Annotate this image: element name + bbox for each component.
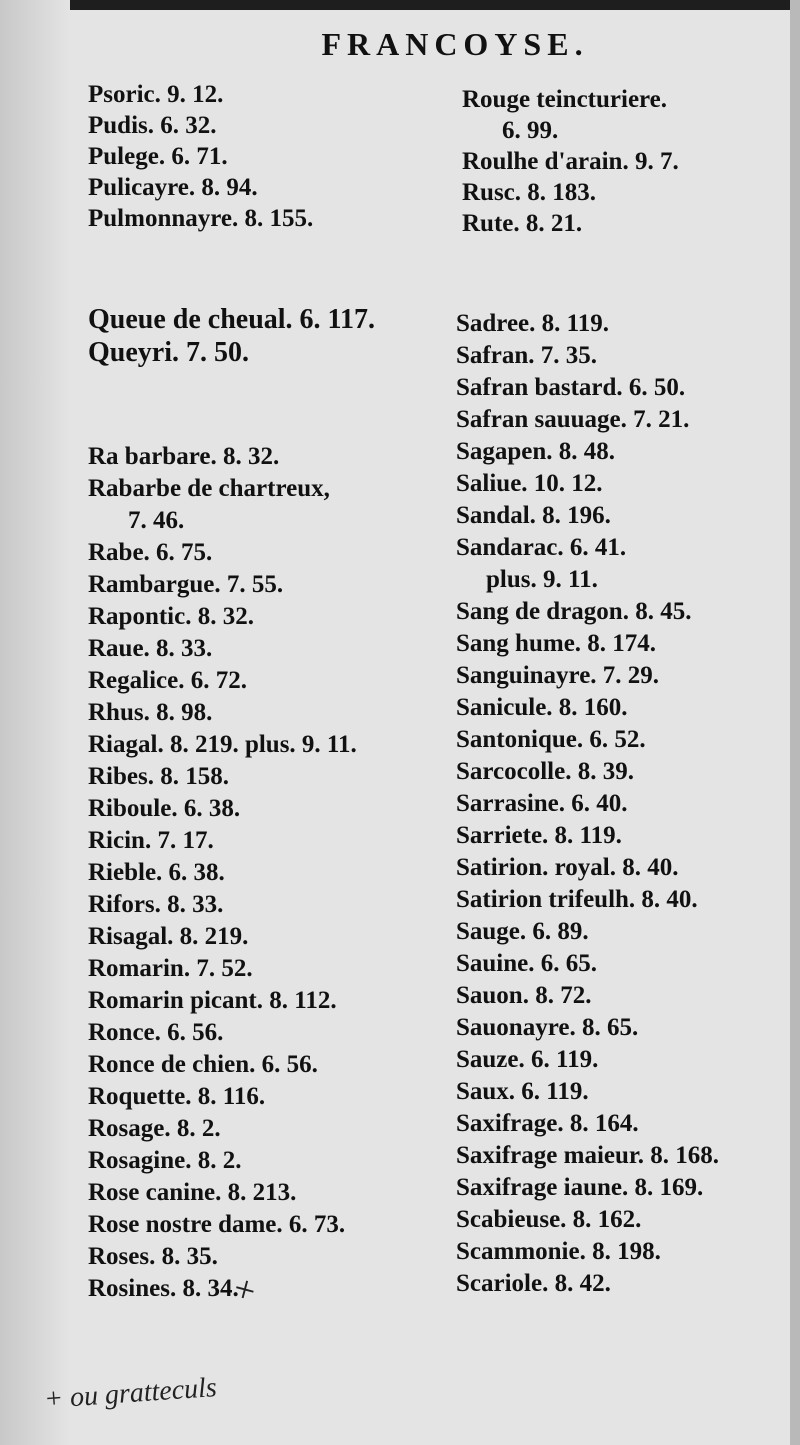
index-entry: Rieble. 6. 38. [88,859,225,886]
index-entry: Ricin. 7. 17. [88,827,214,854]
index-entry: Safran. 7. 35. [456,342,597,369]
index-entry: Regalice. 6. 72. [88,667,247,694]
index-entry: Saxifrage iaune. 8. 169. [456,1174,704,1201]
index-entry: Rosage. 8. 2. [88,1115,221,1142]
index-entry: Sanguinayre. 7. 29. [456,662,660,689]
index-entry: Pulmonnayre. 8. 155. [88,205,314,232]
index-entry: Ronce. 6. 56. [88,1019,224,1046]
index-entry: Sauze. 6. 119. [456,1046,599,1073]
index-entry: Sagapen. 8. 48. [456,438,616,465]
page-gutter-shade [0,0,70,1445]
index-entry: 7. 46. [128,507,185,534]
index-entry: Rusc. 8. 183. [462,179,597,206]
index-entry: Psoric. 9. 12. [88,81,224,108]
index-entry: Scabieuse. 8. 162. [456,1206,642,1233]
page-top-edge [0,0,800,10]
index-entry: Roulhe d'arain. 9. 7. [462,148,679,175]
index-entry: Scammonie. 8. 198. [456,1238,661,1265]
index-entry: Rambargue. 7. 55. [88,571,284,598]
index-entry: Ra barbare. 8. 32. [88,443,280,470]
index-entry: Risagal. 8. 219. [88,923,249,950]
index-entry: Pudis. 6. 32. [88,112,217,139]
index-entry: Pulege. 6. 71. [88,143,228,170]
index-entry: Safran sauuage. 7. 21. [456,406,690,433]
index-entry: Rosines. 8. 34. [88,1275,239,1302]
index-entry: Rouge teincturiere. [462,86,668,113]
index-entry: Sandal. 8. 196. [456,502,611,529]
index-entry: Riboule. 6. 38. [88,795,241,822]
index-entry: Sadree. 8. 119. [456,310,610,337]
index-entry: Rabe. 6. 75. [88,539,213,566]
index-entry: Rosagine. 8. 2. [88,1147,242,1174]
index-entry: Sauon. 8. 72. [456,982,592,1009]
index-entry: Romarin picant. 8. 112. [88,987,337,1014]
index-entry: 6. 99. [502,117,559,144]
index-entry: plus. 9. 11. [486,566,598,593]
index-entry: Rute. 8. 21. [462,210,583,237]
index-entry: Queue de cheual. 6. 117. [88,304,376,335]
page-header: FRANCOYSE. [321,26,589,62]
index-entry: Sarcocolle. 8. 39. [456,758,634,785]
index-entry: Rhus. 8. 98. [88,699,213,726]
index-entry: Rapontic. 8. 32. [88,603,254,630]
index-entry: Satirion. royal. 8. 40. [456,854,679,881]
index-entry: Ronce de chien. 6. 56. [88,1051,318,1078]
index-entry: Pulicayre. 8. 94. [88,174,258,201]
index-entry: Scariole. 8. 42. [456,1270,611,1297]
index-entry: Safran bastard. 6. 50. [456,374,686,401]
index-entry: Queyri. 7. 50. [88,337,249,368]
index-entry: Roses. 8. 35. [88,1243,218,1270]
index-entry: Saux. 6. 119. [456,1078,589,1105]
index-entry: Rifors. 8. 33. [88,891,224,918]
index-entry: Sang hume. 8. 174. [456,630,657,657]
index-entry: Saliue. 10. 12. [456,470,603,497]
page-right-edge [790,0,800,1445]
index-entry: Roquette. 8. 116. [88,1083,266,1110]
index-entry: Sanicule. 8. 160. [456,694,628,721]
index-entry: Satirion trifeulh. 8. 40. [456,886,698,913]
handwritten-footnote: + ou gratteculs [43,1372,218,1415]
index-entry: Ribes. 8. 158. [88,763,229,790]
index-entry: Sauine. 6. 65. [456,950,598,977]
index-entry: Romarin. 7. 52. [88,955,253,982]
index-entry: Sarrasine. 6. 40. [456,790,628,817]
index-entry: Sauge. 6. 89. [456,918,589,945]
index-entry: Saxifrage. 8. 164. [456,1110,639,1137]
index-entry: Rabarbe de chartreux, [88,475,330,502]
index-entry: Sauonayre. 8. 65. [456,1014,639,1041]
index-entry: Raue. 8. 33. [88,635,213,662]
handwritten-margin-mark: + [228,1266,261,1314]
index-entry: Sarriete. 8. 119. [456,822,622,849]
index-entry: Sang de dragon. 8. 45. [456,598,692,625]
index-entry: Rose nostre dame. 6. 73. [88,1211,346,1238]
index-entry: Rose canine. 8. 213. [88,1179,297,1206]
index-entry: Santonique. 6. 52. [456,726,646,753]
index-entry: Saxifrage maieur. 8. 168. [456,1142,719,1169]
index-entry: Sandarac. 6. 41. [456,534,627,561]
index-entry: Riagal. 8. 219. plus. 9. 11. [88,731,357,758]
